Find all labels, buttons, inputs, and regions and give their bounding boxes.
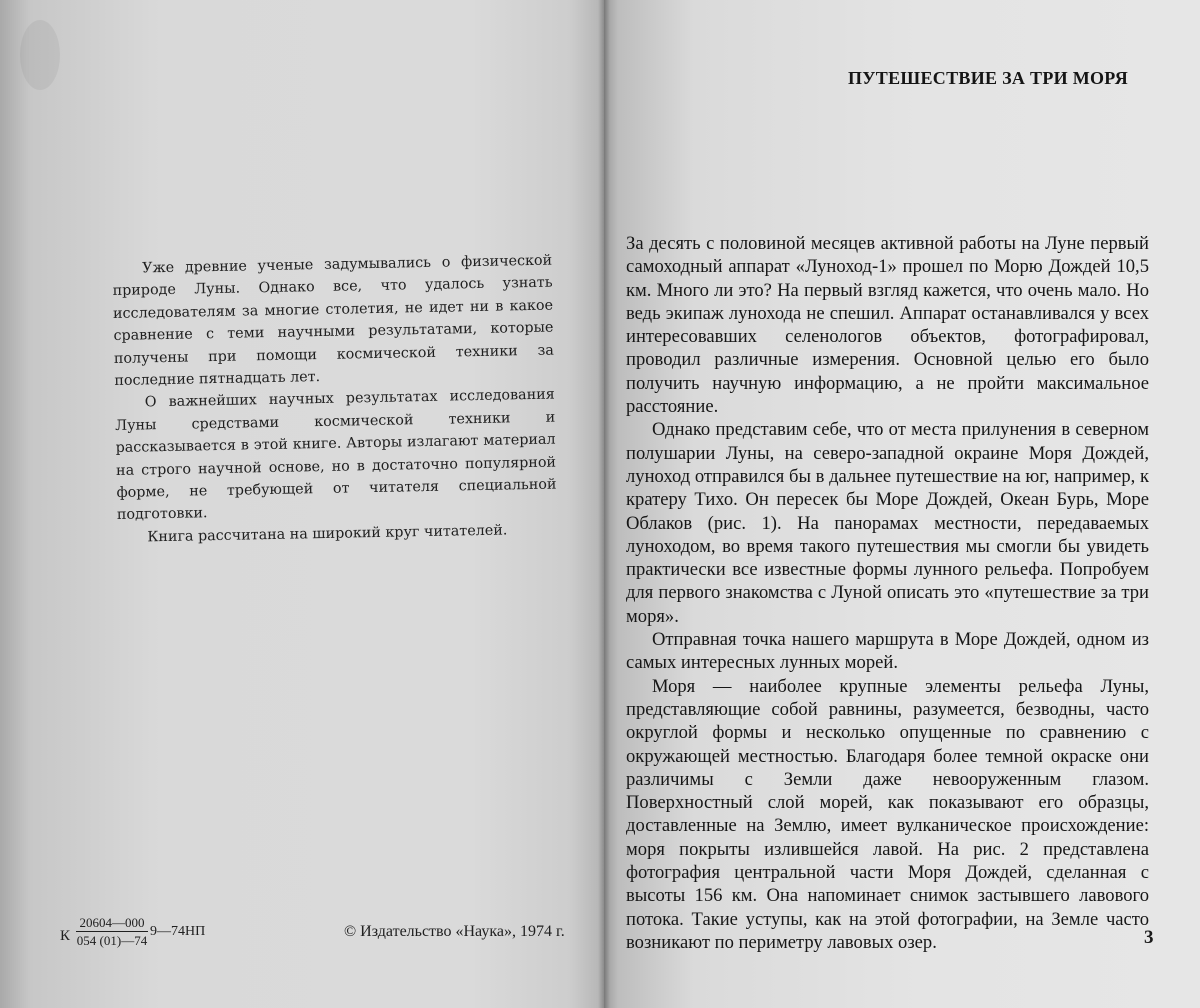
- right-page: [604, 0, 1200, 1008]
- catalog-code: [60, 914, 290, 954]
- body-paragraph: За десять с половиной месяцев активной работы на Луне первый самоходный аппарат «Луноход-1» прошел по Морю Дождей 10,5 км. Много ли это? На первый взгляд кажется, что очень мало. Но ведь экипаж лунохода не спешил. Аппарат останавливался у всех интересовавших селенологов объектов, фотографировал, проводил различные измерения. Основной целью его было получить научную информацию, а не пройти максимальное расстояние.: [626, 233, 1149, 418]
- book-gutter: [598, 0, 610, 1008]
- chapter-body: [626, 232, 1149, 954]
- page-stain: [20, 20, 60, 90]
- annotation-paragraph: Книга рассчитана на широкий круг читателей.: [147, 522, 508, 546]
- catalog-letter: К: [60, 928, 71, 944]
- copyright-notice: © Издательство «Наука», 1974 г.: [344, 923, 565, 940]
- catalog-suffix: 9—74НП: [150, 924, 206, 939]
- body-paragraph: Моря — наиболее крупные элементы рельефа Луны, представляющие собой равнины, разумеется, безводны, часто округлой формы и несколько опущенные по сравнению с окружающей местностью. Благодаря более темной окраске они различимы с Земли даже невооруженным глазом. Поверхностный слой морей, как показывают его образцы, доставленные на Землю, имеет вулканическое происхождение: моря покрыты излившейся лавой. На рис. 2 представлена фотография центральной части Моря Дождей, сделанная с высоты 156 км. Она напоминает снимок застывшего лавового потока. Такие уступы, как на этой фотографии, на Земле часто возникают по периметру лавовых озер.: [626, 675, 1149, 953]
- body-paragraph: Однако представим себе, что от места прилунения в северном полушарии Луны, на северо-западной окраине Моря Дождей, луноход отправился бы в дальнее путешествие на юг, например, к кратеру Тихо. Он пересек бы Море Дождей, Океан Бурь, Море Облаков (рис. 1). На панорамах местности, передаваемых луноходом, во время такого путешествия мы смогли бы увидеть практически все известные формы лунного рельефа. Попробуем для первого знакомства с Луной описать это «путешествие за три моря».: [626, 419, 1149, 627]
- catalog-numerator: 20604—000: [76, 914, 148, 932]
- book-annotation: [112, 250, 558, 550]
- annotation-paragraph: Уже древние ученые задумывались о физической природе Луны. Однако все, что удалось узнать исследователям за многие столетия, не идет ни в какое сравнение с теми научными результатами, которые получены при помощи космической техники за последние пятнадцать лет.: [112, 252, 555, 390]
- catalog-denominator: 054 (01)—74: [76, 933, 148, 948]
- page-number: 3: [1144, 927, 1154, 948]
- chapter-title: ПУТЕШЕСТВИЕ ЗА ТРИ МОРЯ: [848, 68, 1129, 88]
- catalog-fraction: [76, 914, 148, 949]
- body-paragraph: Отправная точка нашего маршрута в Море Дождей, одном из самых интересных лунных морей.: [626, 629, 1149, 674]
- annotation-paragraph: О важнейших научных результатах исследования Луны средствами космической техники и рассказывается в этой книге. Авторы излагают материал на строго научной основе, но в достаточно популярной форме, не требующей от читателя специальной подготовки.: [115, 386, 557, 524]
